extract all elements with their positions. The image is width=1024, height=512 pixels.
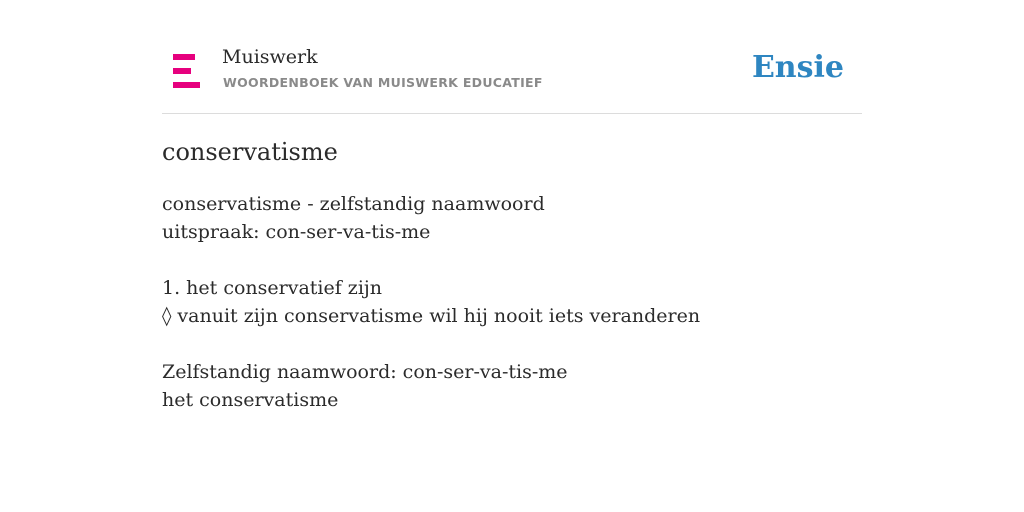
definition-line [162,330,700,358]
definition-line: Zelfstandig naamwoord: con-ser-va-tis-me [162,361,568,383]
muiswerk-logo-icon[interactable] [173,54,200,88]
logo-bar-bottom [173,82,200,88]
header [162,0,862,114]
definition-line: ◊ vanuit zijn conservatisme wil hij nooit iets veranderen [162,305,701,327]
brand-name[interactable]: Muiswerk [222,46,318,68]
definition-line: conservatisme - zelfstandig naamwoord [162,193,545,215]
logo-bar-top [173,54,195,60]
definition-line [162,246,700,274]
brand-subtitle: WOORDENBOEK VAN MUISWERK EDUCATIEF [223,75,543,90]
definition-line: uitspraak: con-ser-va-tis-me [162,221,431,243]
page-container [162,0,862,411]
definition-line: 1. het conservatief zijn [162,277,383,299]
logo-bar-middle [173,68,191,74]
definition-body [162,190,700,414]
page-title: conservatisme [162,138,338,166]
ensie-logo-link[interactable]: Ensie [751,50,844,85]
definition-line: het conservatisme [162,389,339,411]
